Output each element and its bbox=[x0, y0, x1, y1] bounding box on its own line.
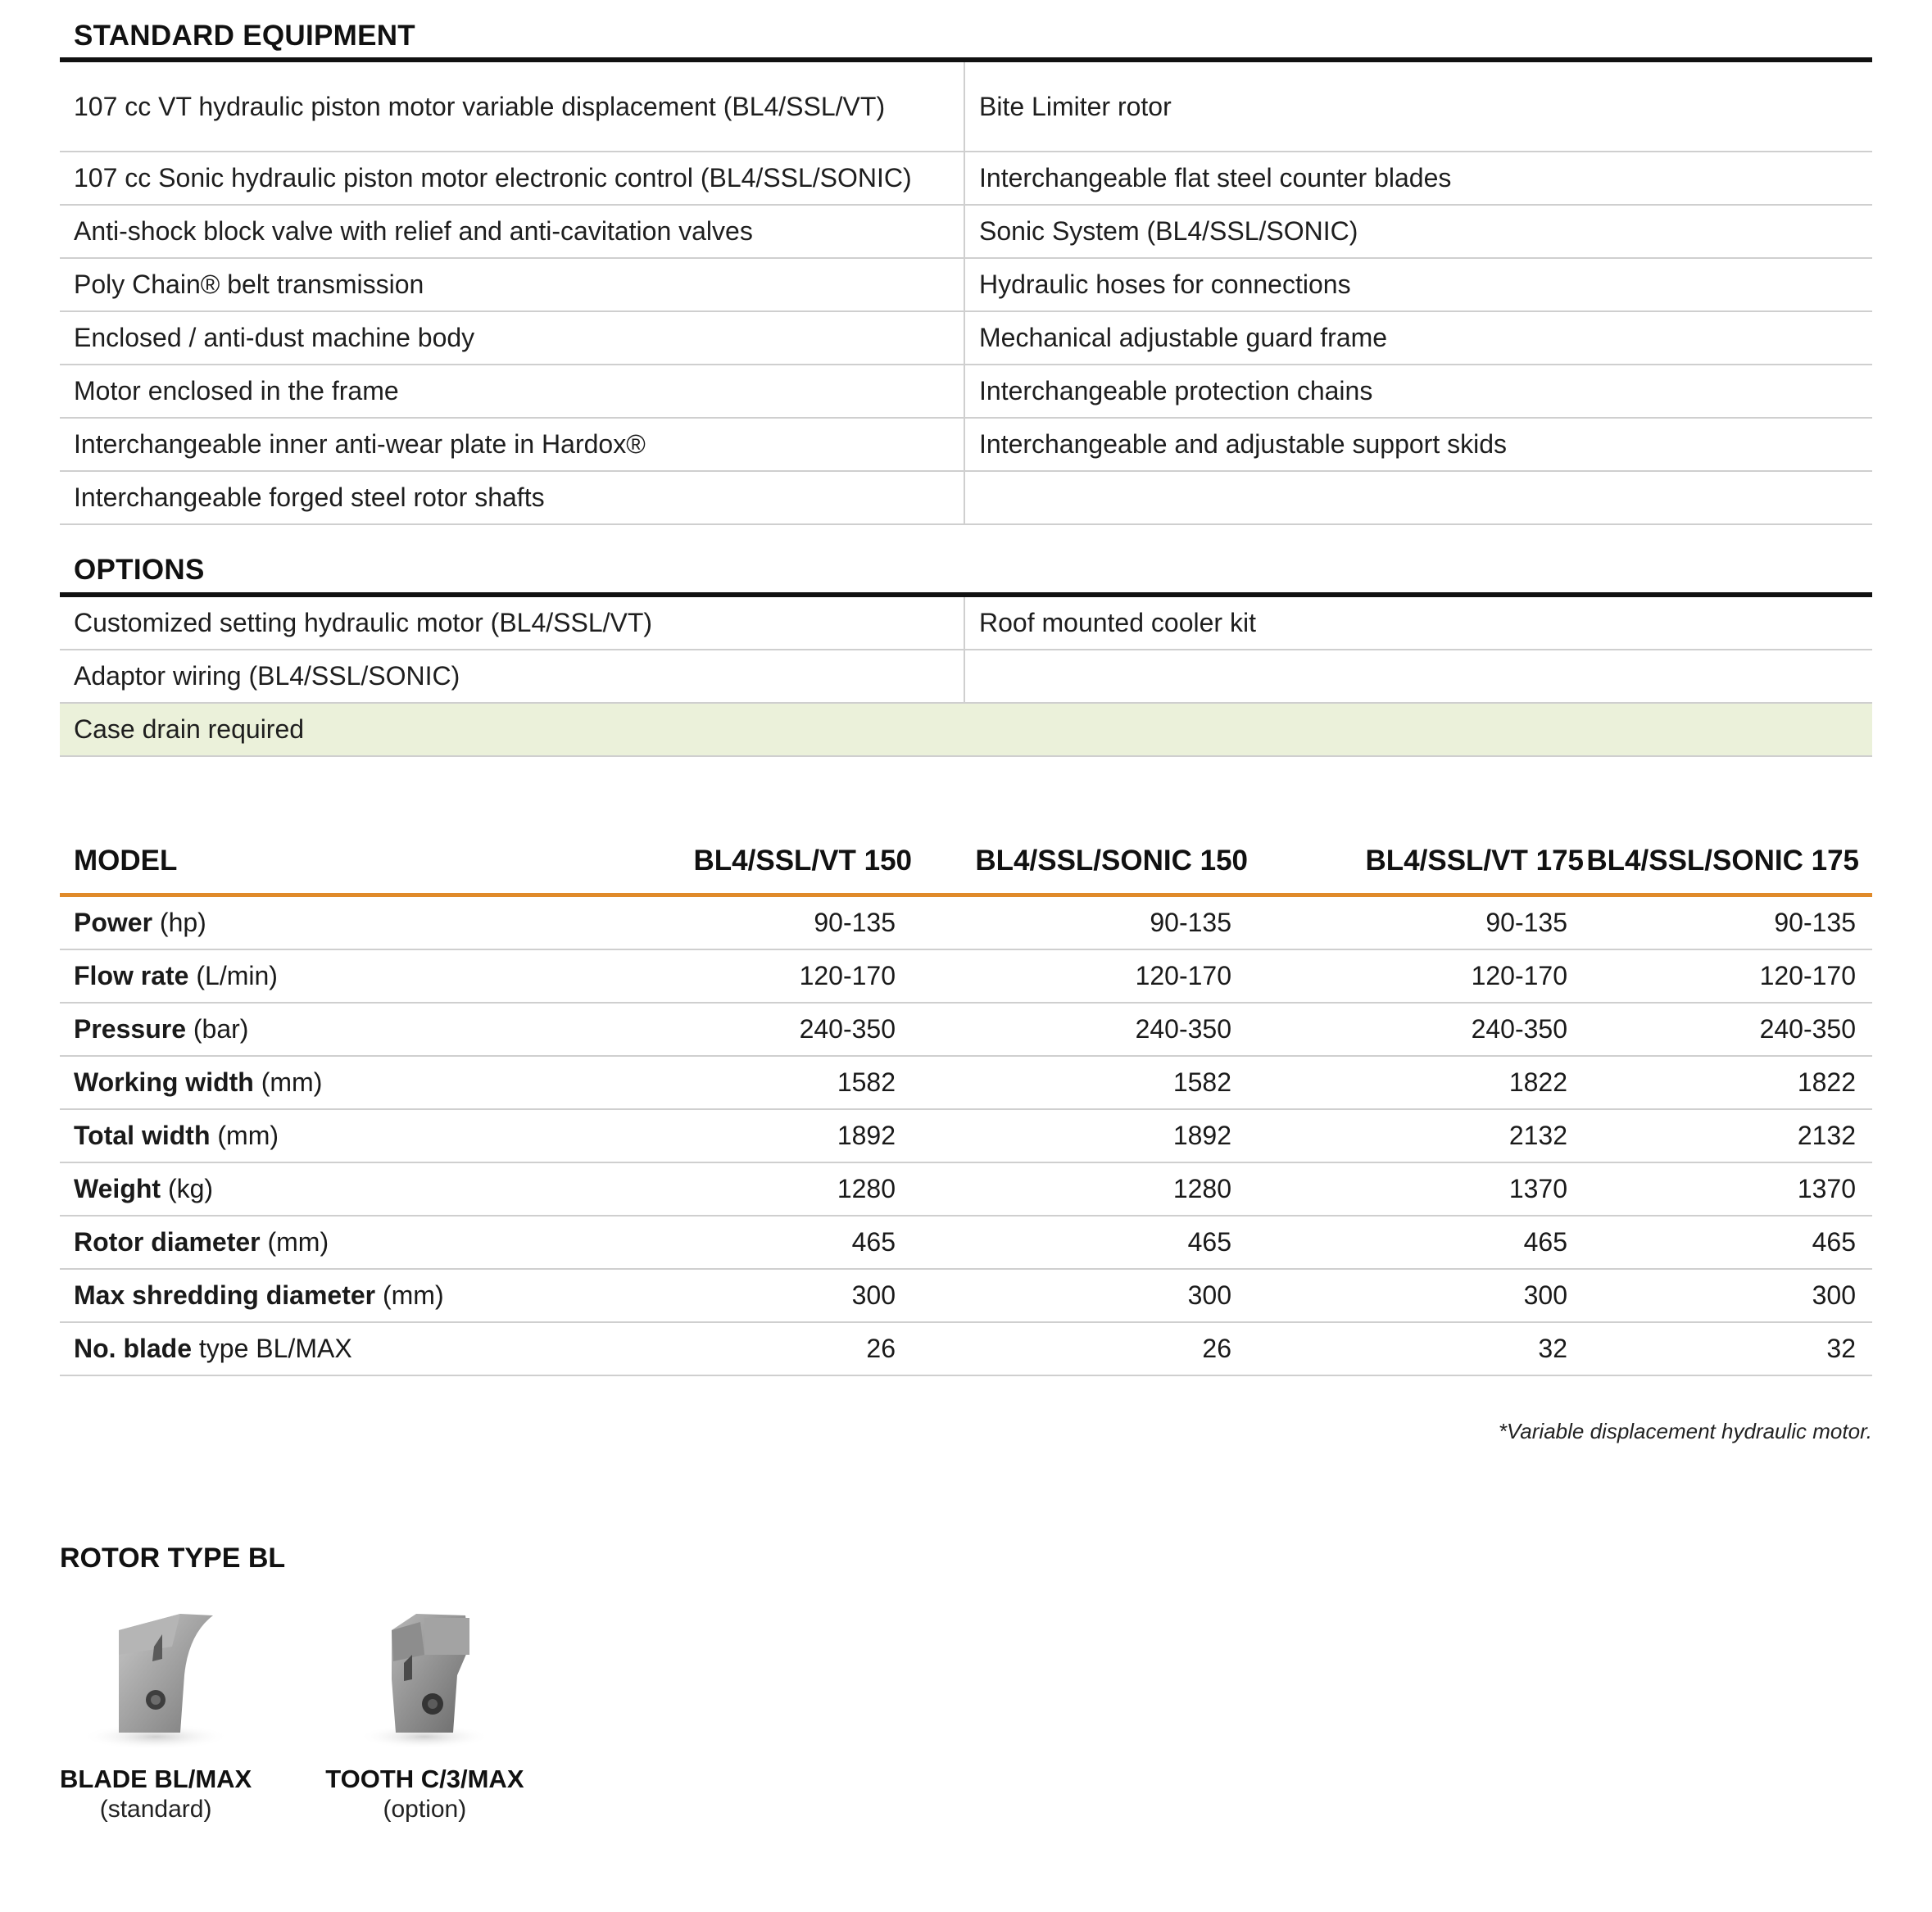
spec-unit: (L/min) bbox=[196, 961, 278, 990]
spec-value: 2132 bbox=[1508, 1121, 1567, 1150]
rotor-items bbox=[60, 1597, 1872, 1824]
table-cell: Motor enclosed in the frame bbox=[60, 365, 965, 417]
table-row bbox=[60, 1163, 1872, 1217]
table-cell: Interchangeable forged steel rotor shafts bbox=[60, 472, 965, 523]
spec-value: 240-350 bbox=[1471, 1014, 1567, 1044]
spec-name: Pressure bbox=[74, 1014, 186, 1044]
rotor-title: ROTOR TYPE BL bbox=[60, 1543, 286, 1574]
spec-value: 1370 bbox=[1797, 1174, 1856, 1203]
spec-name: Flow rate bbox=[74, 961, 189, 990]
table-cell: Anti-shock block valve with relief and anti-cavitation valves bbox=[60, 206, 965, 257]
table-cell: Mechanical adjustable guard frame bbox=[979, 323, 1388, 352]
spec-value: 465 bbox=[1812, 1227, 1856, 1257]
column-header: BL4/SSL/VT 150 bbox=[693, 845, 912, 877]
spec-value: 465 bbox=[1523, 1227, 1567, 1257]
table-row bbox=[60, 419, 1872, 472]
spec-name: No. blade bbox=[74, 1334, 193, 1363]
table-cell: 107 cc Sonic hydraulic piston motor electronic control (BL4/SSL/SONIC) bbox=[60, 152, 965, 204]
spec-unit: (hp) bbox=[159, 908, 206, 937]
spec-value: 90-135 bbox=[1485, 908, 1567, 937]
spec-name: Total width bbox=[74, 1121, 211, 1150]
table-row bbox=[60, 1270, 1872, 1323]
column-header: BL4/SSL/SONIC 175 bbox=[1586, 845, 1859, 877]
table-cell: Interchangeable and adjustable support skids bbox=[979, 429, 1507, 459]
spec-value: 300 bbox=[1187, 1280, 1231, 1310]
spec-value: 1892 bbox=[1172, 1121, 1231, 1150]
spec-value: 465 bbox=[1187, 1227, 1231, 1257]
spec-sheet bbox=[60, 0, 1872, 1824]
spec-value: 32 bbox=[1538, 1334, 1567, 1363]
spec-value: 300 bbox=[1523, 1280, 1567, 1310]
rotor-item-name: TOOTH C/3/MAX bbox=[325, 1765, 524, 1793]
spec-unit: (mm) bbox=[267, 1227, 329, 1257]
options-table bbox=[60, 597, 1872, 757]
spec-value: 90-135 bbox=[1774, 908, 1856, 937]
table-row bbox=[60, 472, 1872, 525]
rotor-item-name: BLADE BL/MAX bbox=[60, 1765, 252, 1793]
table-row bbox=[60, 312, 1872, 365]
spec-value: 1280 bbox=[837, 1174, 896, 1203]
column-header: BL4/SSL/SONIC 150 bbox=[975, 845, 1248, 877]
spec-unit: (mm) bbox=[382, 1280, 444, 1310]
table-cell bbox=[965, 650, 1872, 702]
spec-value: 300 bbox=[1812, 1280, 1856, 1310]
spec-value: 26 bbox=[1202, 1334, 1231, 1363]
spec-value: 300 bbox=[851, 1280, 896, 1310]
spec-value: 1582 bbox=[837, 1067, 896, 1097]
spec-rows bbox=[60, 897, 1872, 1376]
table-row bbox=[60, 1004, 1872, 1057]
table-header bbox=[60, 829, 1872, 893]
spec-name: Weight bbox=[74, 1174, 161, 1203]
spec-value: 1892 bbox=[837, 1121, 896, 1150]
table-row bbox=[60, 897, 1872, 950]
spec-value: 1280 bbox=[1172, 1174, 1231, 1203]
blade-icon bbox=[60, 1597, 252, 1753]
spec-value: 465 bbox=[851, 1227, 896, 1257]
spec-name: Max shredding diameter bbox=[74, 1280, 376, 1310]
table-row bbox=[60, 1057, 1872, 1110]
spec-name: Rotor diameter bbox=[74, 1227, 261, 1257]
spec-value: 1582 bbox=[1172, 1067, 1231, 1097]
spec-label bbox=[60, 908, 617, 938]
spec-unit: (bar) bbox=[193, 1014, 249, 1044]
spec-label bbox=[60, 1121, 617, 1151]
table-row bbox=[60, 206, 1872, 259]
spec-value: 120-170 bbox=[1471, 961, 1567, 990]
footnote: *Variable displacement hydraulic motor. bbox=[1498, 1419, 1872, 1443]
rotor-item-sub: (option) bbox=[383, 1796, 467, 1823]
spec-name: Working width bbox=[74, 1067, 254, 1097]
spec-value: 1822 bbox=[1797, 1067, 1856, 1097]
spec-value: 120-170 bbox=[799, 961, 896, 990]
table-row bbox=[60, 259, 1872, 312]
spec-label bbox=[60, 1280, 617, 1311]
spec-value: 240-350 bbox=[1759, 1014, 1856, 1044]
table-cell: Bite Limiter rotor bbox=[979, 91, 1172, 121]
spec-value: 90-135 bbox=[814, 908, 896, 937]
spec-value: 240-350 bbox=[799, 1014, 896, 1044]
spec-label bbox=[60, 1334, 617, 1364]
table-row bbox=[60, 1110, 1872, 1163]
highlighted-row bbox=[60, 704, 1872, 757]
spec-unit: (mm) bbox=[261, 1067, 323, 1097]
table-cell: Customized setting hydraulic motor (BL4/SSL/VT) bbox=[60, 597, 965, 649]
spec-value: 26 bbox=[866, 1334, 896, 1363]
spec-value: 1370 bbox=[1508, 1174, 1567, 1203]
table-cell: Roof mounted cooler kit bbox=[979, 608, 1256, 637]
table-cell: Enclosed / anti-dust machine body bbox=[60, 312, 965, 364]
model-spec-table bbox=[60, 829, 1872, 1376]
table-cell: 107 cc VT hydraulic piston motor variable displacement (BL4/SSL/VT) bbox=[60, 62, 965, 151]
table-cell: Case drain required bbox=[74, 714, 305, 744]
standard-equipment-title: STANDARD EQUIPMENT bbox=[74, 20, 415, 52]
spec-value: 120-170 bbox=[1759, 961, 1856, 990]
spec-label bbox=[60, 1067, 617, 1098]
spec-value: 120-170 bbox=[1135, 961, 1231, 990]
table-cell: Interchangeable flat steel counter blades bbox=[979, 163, 1452, 193]
table-row bbox=[60, 1217, 1872, 1270]
model-header-label: MODEL bbox=[74, 845, 178, 877]
table-cell: Interchangeable protection chains bbox=[979, 376, 1373, 406]
spec-value: 2132 bbox=[1797, 1121, 1856, 1150]
spec-value: 90-135 bbox=[1150, 908, 1231, 937]
options-title: OPTIONS bbox=[74, 554, 205, 586]
table-cell: Interchangeable inner anti-wear plate in Hardox® bbox=[60, 419, 965, 470]
spec-value: 1822 bbox=[1508, 1067, 1567, 1097]
standard-equipment-table bbox=[60, 62, 1872, 525]
spec-name: Power bbox=[74, 908, 153, 937]
table-cell: Poly Chain® belt transmission bbox=[60, 259, 965, 310]
table-cell: Sonic System (BL4/SSL/SONIC) bbox=[979, 216, 1358, 246]
tooth-icon bbox=[325, 1597, 524, 1753]
table-row bbox=[60, 152, 1872, 206]
spec-label bbox=[60, 1174, 617, 1204]
spec-unit: (kg) bbox=[167, 1174, 214, 1203]
spec-label bbox=[60, 1014, 617, 1044]
table-row bbox=[60, 365, 1872, 419]
spec-unit: type BL/MAX bbox=[198, 1334, 352, 1363]
table-row bbox=[60, 650, 1872, 704]
rotor-item-sub: (standard) bbox=[99, 1796, 212, 1823]
table-row bbox=[60, 950, 1872, 1004]
table-cell: Hydraulic hoses for connections bbox=[979, 270, 1351, 299]
rotor-item-blade bbox=[60, 1597, 252, 1824]
spec-label bbox=[60, 961, 617, 991]
table-row bbox=[60, 62, 1872, 152]
table-row bbox=[60, 1323, 1872, 1376]
table-cell bbox=[965, 472, 1872, 523]
spec-label bbox=[60, 1227, 617, 1257]
spec-value: 240-350 bbox=[1135, 1014, 1231, 1044]
table-row bbox=[60, 597, 1872, 650]
spec-value: 32 bbox=[1826, 1334, 1856, 1363]
column-header: BL4/SSL/VT 175 bbox=[1365, 845, 1584, 877]
rotor-item-tooth bbox=[325, 1597, 524, 1824]
spec-unit: (mm) bbox=[217, 1121, 279, 1150]
table-cell: Adaptor wiring (BL4/SSL/SONIC) bbox=[60, 650, 965, 702]
